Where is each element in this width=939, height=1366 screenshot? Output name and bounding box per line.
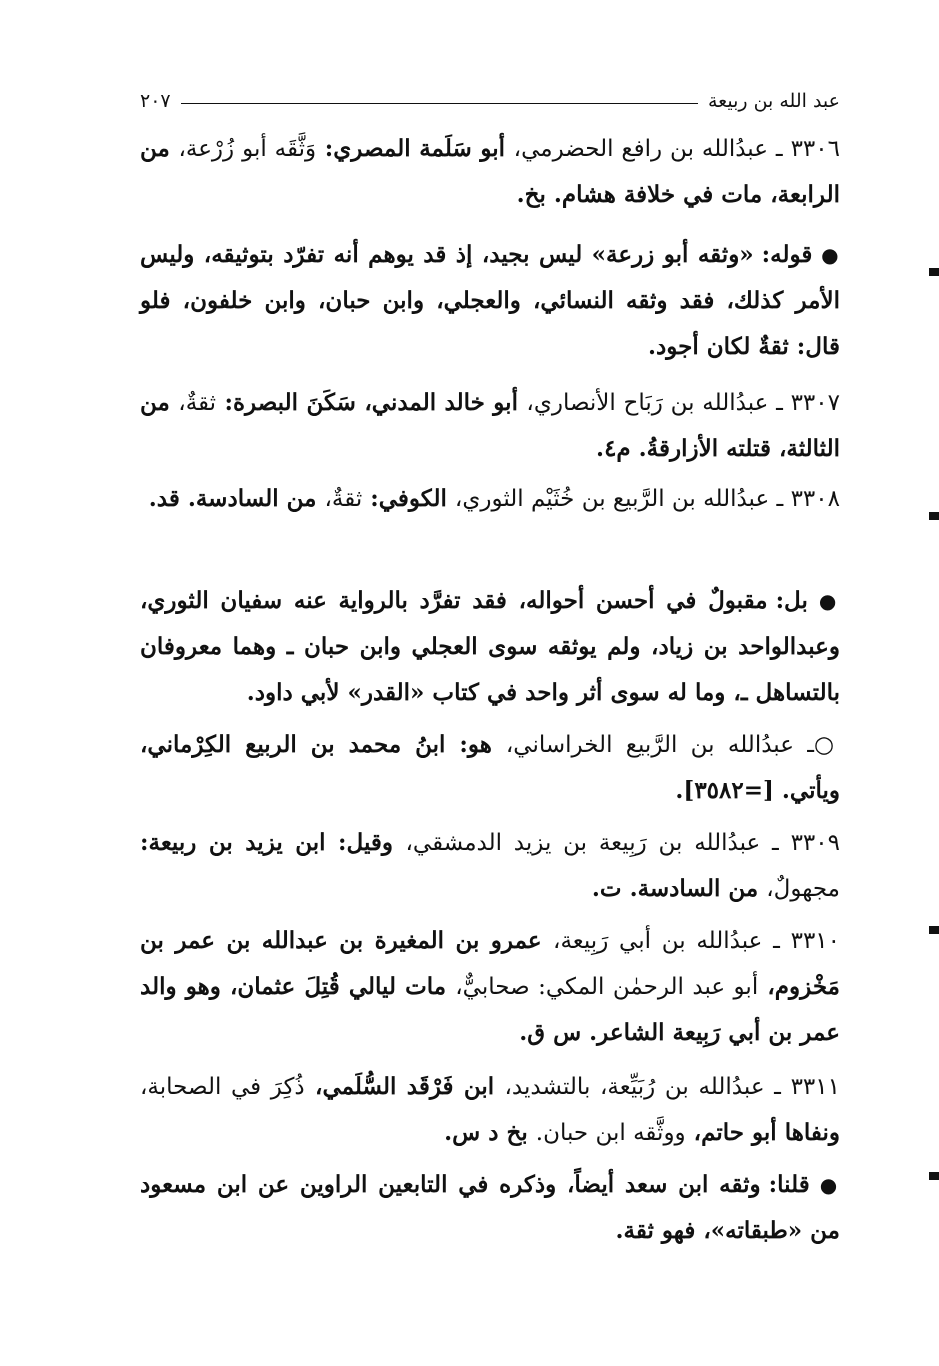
running-title: عبد الله بن ربيعة (707, 90, 840, 112)
entry-bold-text: عمرو بن المغيرة بن عبدالله بن عمر بن مَخْزوم، (140, 927, 840, 1000)
entry-bold-text: بخ د س. (444, 1119, 536, 1146)
entry-text: ٣٣٠٨ ـ عبدُالله بن الرَّبيع بن خُثَيْم الثوري، (454, 486, 840, 512)
entry-text: ووثَّقه ابن حبان. (535, 1120, 686, 1146)
margin-mark (929, 926, 939, 934)
comment-bullet-icon: ● (819, 1173, 841, 1197)
entry-bold-text: الكوفي: (362, 485, 455, 512)
entry-bold-text: وقيل: ابن يزيد بن ربيعة: (140, 829, 406, 856)
entry-bold-text: من الثالثة، قتلته الأزارقةُ. م٤. (140, 389, 840, 462)
entry-text: أبو عبد الرحمٰن المكي: صحابيٌّ، (455, 974, 759, 1000)
entry-bold-text: مات ليالي قُتِلَ عثمان، وهو والد عمر بن أبي رَبِيعة الشاعر. س ق. (140, 973, 840, 1046)
entry-3310 (140, 918, 840, 1056)
comment-3308 (140, 578, 840, 716)
comment-text: بل: مقبولٌ في أحسن أحواله، فقد تفرَّد بالرواية عنه سفيان الثوري، وعبدالواحد بن زياد، ولم يوثقه سوى العجلي وابن حبان ـ وهما معروفان بالتساهل ـ، وما له سوى أثر واحد في كتاب «القدر» لأبي داود. (140, 587, 840, 706)
comment-bullet-icon: ● (818, 589, 840, 613)
entry-bold-text: ونفاها أبو حاتم، (685, 1119, 840, 1146)
entry-3309 (140, 820, 840, 912)
page-number: ٢٠٧ (140, 90, 171, 112)
entry-text: ٣٣٠٧ ـ عبدُالله بن رَبَاح الأنصاري، (526, 390, 840, 416)
circle-mark-icon: ○ (813, 732, 841, 758)
entry-text: ذُكِرَ في الصحابة، (140, 1074, 305, 1100)
entry-bold-text: أبو خالد المدني، سَكَنَ البصرة: (216, 389, 527, 416)
entry-bold-text: أبو سَلَمة المصري: (316, 135, 514, 162)
entry-bold-text: هو: ابنُ محمد بن الربيع الكِرْماني، ويأتي. [=٣٥٨٢]. (140, 731, 840, 804)
entry-text: ٣٣٠٦ ـ عبدُالله بن رافع الحضرمي، (513, 136, 840, 162)
entry-bold-text: من الرابعة، مات في خلافة هشام. بخ. (140, 135, 840, 208)
entry-3308 (140, 476, 840, 522)
entry-bold-text: من السادسة. قد. (148, 485, 325, 512)
comment-3306 (140, 232, 840, 370)
entry-3311 (140, 1064, 840, 1156)
comment-text: قوله: «وثقه أبو زرعة» ليس بجيد، إذ قد يوهم أنه تفرّد بتوثيقه، وليس الأمر كذلك، فقد وثقه النسائي، والعجلي، وابن حبان، وابن خلفون، فلو قال: ثقةٌ لكان أجود. (140, 241, 840, 360)
header-rule (181, 103, 698, 104)
entry-text: ثقةٌ، (324, 486, 363, 512)
entry-text: ثقةٌ، (178, 390, 217, 416)
cross-reference-entry (140, 722, 840, 814)
entry-text: وَثَّقَه أبو زُرْعة، (178, 136, 317, 162)
entry-text: مجهولٌ، (766, 876, 840, 902)
comment-text: قلنا: وثقه ابن سعد أيضاً، وذكره في التابعين الراوين عن ابن مسعود من «طبقاته»، فهو ثقة. (140, 1171, 840, 1244)
entry-3307 (140, 380, 840, 472)
entry-3306 (140, 126, 840, 218)
entry-text: ٣٣١١ ـ عبدُالله بن رُبَيِّعة، بالتشديد، (504, 1074, 840, 1100)
entry-text: ٣٣٠٩ ـ عبدُالله بن رَبِيعة بن يزيد الدمشقي، (405, 830, 840, 856)
comment-3311 (140, 1162, 840, 1254)
margin-mark (929, 268, 939, 276)
entry-text: ٣٣١٠ ـ عبدُالله بن أبي رَبِيعة، (553, 928, 841, 954)
entry-bold-text: من السادسة. ت. (591, 875, 767, 902)
entry-bold-text: ابن فَرْقَد السُّلَمي، (304, 1073, 505, 1100)
margin-mark (929, 512, 939, 520)
comment-bullet-icon: ● (821, 243, 840, 267)
entry-text: ـ عبدُالله بن الرَّبيع الخراساني، (505, 732, 814, 758)
margin-mark (929, 1172, 939, 1180)
page-header (140, 86, 840, 116)
